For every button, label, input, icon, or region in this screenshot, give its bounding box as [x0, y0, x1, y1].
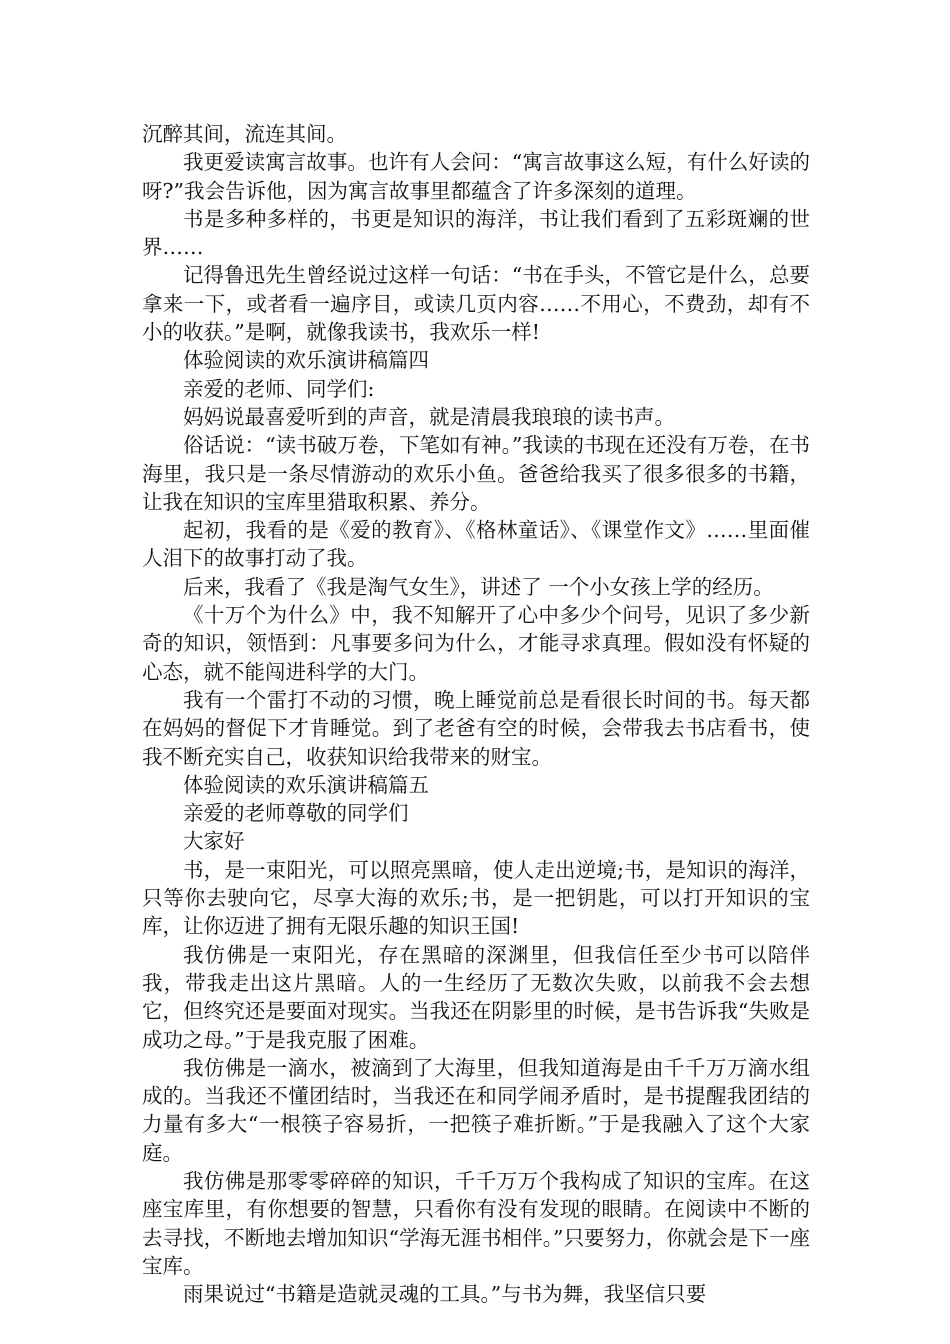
section-heading: 体验阅读的欢乐演讲稿篇四 [183, 348, 429, 373]
paragraph: 书，是一束阳光，可以照亮黑暗，使人走出逆境;书，是知识的海洋，只等你去驶向它，尽享大海的欢乐;书，是一把钥匙，可以打开知识的宝库，让你迈进了拥有无限乐趣的知识王国! [142, 857, 810, 939]
paragraph: 妈妈说最喜爱听到的声音，就是清晨我琅琅的读书声。 [183, 404, 675, 429]
paragraph: 书是多种多样的，书更是知识的海洋，书让我们看到了五彩斑斓的世界…… [142, 206, 810, 260]
paragraph: 俗话说：“读书破万卷，下笔如有神。”我读的书现在还没有万卷，在书海里，我只是一条尽情游动的欢乐小鱼。爸爸给我买了很多很多的书籍，让我在知识的宝库里猎取积累、养分。 [142, 433, 810, 514]
section-heading: 体验阅读的欢乐演讲稿篇五 [183, 772, 429, 797]
document-body [142, 120, 810, 1308]
salutation: 亲爱的老师尊敬的同学们 [183, 801, 409, 826]
paragraph: 后来，我看了《我是淘气女生》，讲述了 一个小女孩上学的经历。 [183, 574, 774, 599]
paragraph: 记得鲁迅先生曾经说过这样一句话：“书在手头，不管它是什么，总要拿来一下，或者看一遍序目，或读几页内容……不用心，不费劲，却有不小的收获。”是啊，就像我读书，我欢乐一样! [142, 263, 810, 345]
paragraph: 沉醉其间，流连其间。 [142, 122, 347, 146]
greeting: 大家好 [183, 829, 245, 854]
paragraph: 我有一个雷打不动的习惯，晚上睡觉前总是看很长时间的书。每天都在妈妈的督促下才肯睡觉。到了老爸有空的时候，会带我去书店看书，使我不断充实自己，收获知识给我带来的财宝。 [142, 687, 810, 769]
paragraph: 雨果说过“书籍是造就灵魂的工具。”与书为舞，我坚信只要 [183, 1282, 707, 1307]
paragraph: 我仿佛是一滴水，被滴到了大海里，但我知道海是由千千万万滴水组成的。当我还不懂团结时，当我还在和同学闹矛盾时，是书提醒我团结的力量有多大“一根筷子容易折，一把筷子难折断。”于是我融入了这个大家庭。 [142, 1055, 810, 1165]
salutation: 亲爱的老师、同学们: [183, 376, 375, 401]
paragraph: 我仿佛是那零零碎碎的知识，千千万万个我构成了知识的宝库。在这座宝库里，有你想要的智慧，只看你有没有发现的眼睛。在阅读中不断的去寻找，不断地去增加知识“学海无涯书相伴。”只要努力，你就会是下一座宝库。 [142, 1168, 810, 1278]
paragraph: 《十万个为什么》中，我不知解开了心中多少个问号，见识了多少新奇的知识，领悟到：凡事要多问为什么，才能寻求真理。假如没有怀疑的心态，就不能闯进科学的大门。 [142, 603, 810, 684]
paragraph: 起初，我看的是《爱的教育》、《格林童话》、《课堂作文》……里面催人泪下的故事打动了我。 [142, 518, 810, 571]
paragraph: 我仿佛是一束阳光，存在黑暗的深渊里，但我信任至少书可以陪伴我，带我走出这片黑暗。人的一生经历了无数次失败，以前我不会去想它，但终究还是要面对现实。当我还在阴影里的时候，是书告诉我“失败是成功之母。”于是我克服了困难。 [142, 942, 810, 1052]
paragraph: 我更爱读寓言故事。也许有人会问：“寓言故事这么短，有什么好读的呀?”我会告诉他，因为寓言故事里都蕴含了许多深刻的道理。 [142, 150, 810, 203]
